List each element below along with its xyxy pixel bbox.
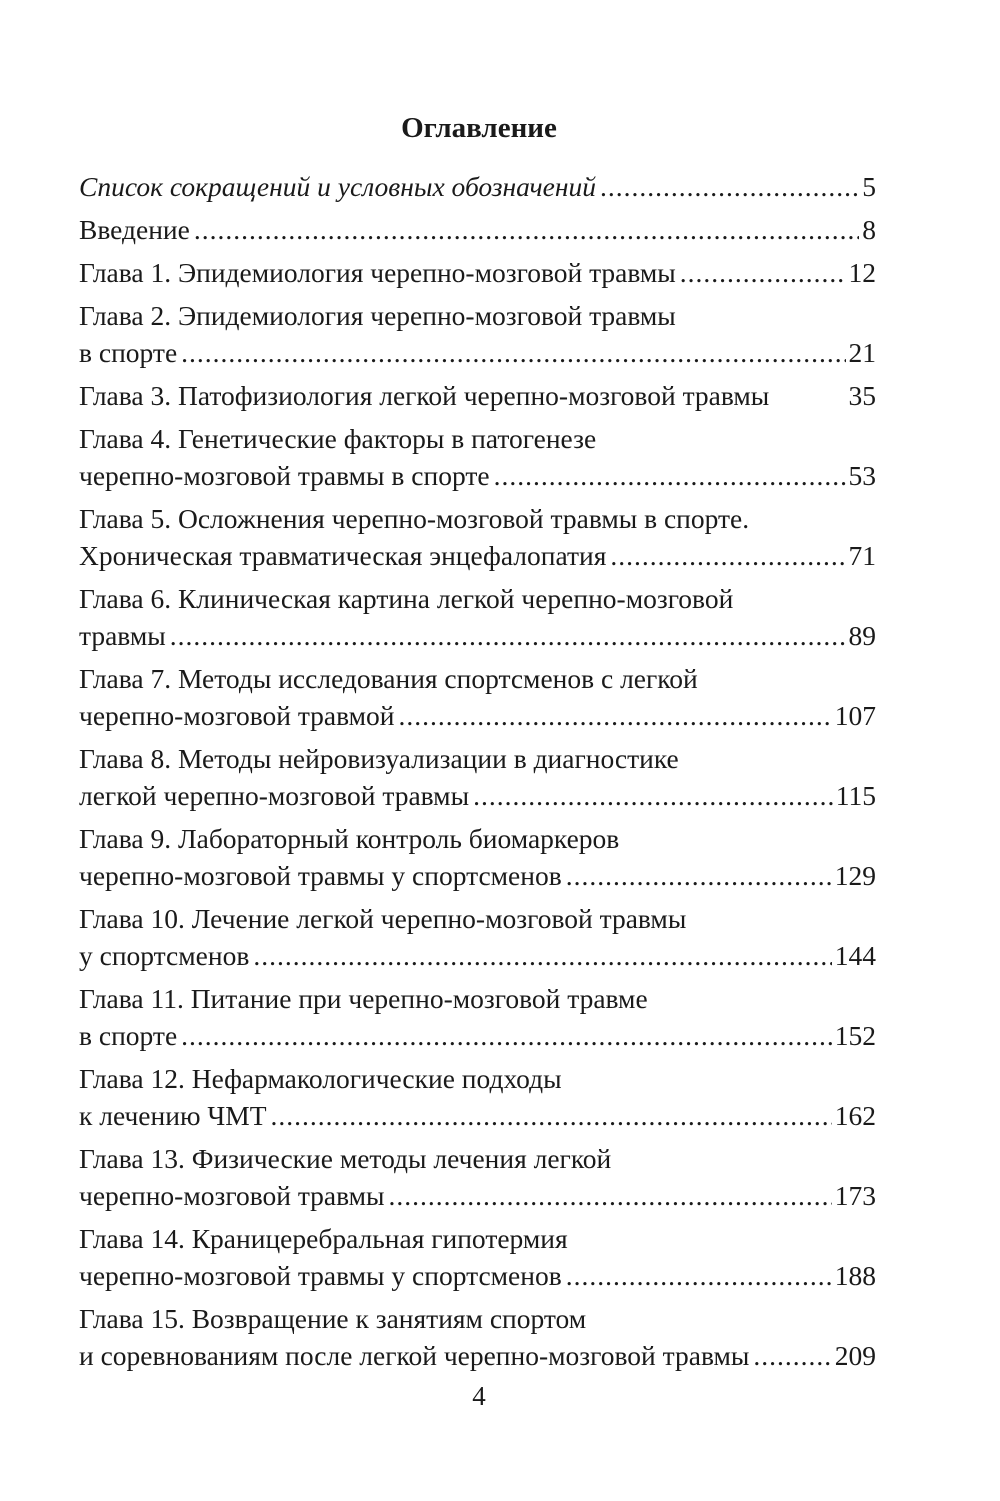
leader-dots [271, 1097, 832, 1134]
leader-dots [680, 254, 846, 291]
toc-entry[interactable] [79, 820, 876, 894]
toc-entry-title-line1: Глава 2. Эпидемиология черепно-мозговой травмы [79, 300, 676, 331]
toc-entry-title-line2: в спорте [79, 337, 178, 368]
toc-entry-title-line2: легкой черепно-мозговой травмы [79, 780, 470, 811]
toc-entry-page: 144 [834, 940, 876, 971]
toc-entry-page: 162 [834, 1100, 876, 1131]
toc-entry-title-line1: Глава 5. Осложнения черепно-мозговой травмы в спорте. [79, 503, 750, 534]
toc-entry-title-line1: Глава 6. Клиническая картина легкой черепно-мозговой [79, 583, 734, 614]
toc-entry-title-line1: Глава 4. Генетические факторы в патогенезе [79, 423, 597, 454]
leader-dots [194, 211, 859, 248]
toc-entry[interactable] [79, 660, 876, 734]
toc-entry-title: Введение [79, 214, 190, 245]
leader-dots [494, 457, 846, 494]
toc-entry-title-line2: черепно-мозговой травмой [79, 700, 395, 731]
toc-entry-title-line1: Глава 8. Методы нейровизуализации в диагностике [79, 743, 679, 774]
toc-entry[interactable] [79, 580, 876, 654]
toc-entry-title: Глава 3. Патофизиология легкой черепно-мозговой травмы [79, 380, 770, 411]
toc-entry-page: 35 [848, 380, 876, 411]
toc-entry-title-line2: в спорте [79, 1020, 178, 1051]
leader-dots [253, 937, 831, 974]
toc-title: Оглавление [401, 112, 557, 144]
toc-entry-title-line2: и соревнованиям после легкой черепно-мозговой травмы [79, 1340, 750, 1371]
leader-dots [399, 697, 832, 734]
toc-entry[interactable] [79, 1300, 876, 1374]
toc-entry[interactable] [79, 420, 876, 494]
toc-entry-title-line1: Глава 15. Возвращение к занятиям спортом [79, 1303, 587, 1334]
leader-dots [389, 1177, 832, 1214]
toc-entry-page: 53 [848, 460, 876, 491]
toc-entry-title-line1: Глава 10. Лечение легкой черепно-мозговой травмы [79, 903, 687, 934]
toc-entry-page: 152 [834, 1020, 876, 1051]
toc-entry-page: 8 [862, 214, 876, 245]
toc-entry-title-line2: Хроническая травматическая энцефалопатия [79, 540, 607, 571]
leader-dots [753, 1337, 831, 1374]
toc-entry[interactable] [79, 1220, 876, 1294]
toc-entry-title-line1: Глава 9. Лабораторный контроль биомаркеров [79, 823, 620, 854]
toc-entry-title-line1: Глава 7. Методы исследования спортсменов с легкой [79, 663, 698, 694]
leader-dots [566, 1257, 832, 1294]
table-of-contents [79, 168, 876, 1380]
toc-entry-title-line2: у спортсменов [79, 940, 250, 971]
toc-entry[interactable] [79, 900, 876, 974]
toc-entry-title-line2: черепно-мозговой травмы в спорте [79, 460, 490, 491]
toc-entry[interactable] [79, 297, 876, 371]
toc-entry[interactable] [79, 500, 876, 574]
toc-entry-title-line2: к лечению ЧМТ [79, 1100, 267, 1131]
toc-entry-title-line2: черепно-мозговой травмы [79, 1180, 385, 1211]
toc-entry[interactable] [79, 740, 876, 814]
toc-entry[interactable] [79, 211, 876, 248]
page-number: 4 [472, 1381, 486, 1411]
leader-dots [181, 1017, 832, 1054]
toc-entry-title-line1: Глава 13. Физические методы лечения легкой [79, 1143, 612, 1174]
toc-entry-page: 71 [848, 540, 876, 571]
toc-entry-page: 173 [834, 1180, 876, 1211]
toc-entry-title-line1: Глава 12. Нефармакологические подходы [79, 1063, 562, 1094]
toc-entry[interactable] [79, 980, 876, 1054]
toc-entry[interactable] [79, 377, 876, 414]
leader-dots [600, 168, 859, 205]
toc-entry[interactable] [79, 254, 876, 291]
toc-entry-page: 115 [835, 780, 876, 811]
toc-entry[interactable] [79, 168, 876, 205]
toc-entry[interactable] [79, 1060, 876, 1134]
toc-entry-title-line2: черепно-мозговой травмы у спортсменов [79, 860, 562, 891]
toc-entry-page: 129 [834, 860, 876, 891]
toc-entry-page: 188 [834, 1260, 876, 1291]
leader-dots [566, 857, 832, 894]
toc-entry-title-line2: черепно-мозговой травмы у спортсменов [79, 1260, 562, 1291]
leader-dots [473, 777, 833, 814]
leader-dots [181, 334, 845, 371]
toc-entry-page: 107 [834, 700, 876, 731]
toc-entry-page: 12 [848, 257, 876, 288]
toc-entry-title: Список сокращений и условных обозначений [79, 171, 597, 202]
toc-entry-title-line2: травмы [79, 620, 166, 651]
toc-entry-page: 89 [848, 620, 876, 651]
leader-dots [170, 617, 846, 654]
toc-entry-page: 21 [848, 337, 876, 368]
toc-entry[interactable] [79, 1140, 876, 1214]
leader-dots [610, 537, 845, 574]
toc-entry-title: Глава 1. Эпидемиология черепно-мозговой травмы [79, 257, 676, 288]
toc-entry-title-line1: Глава 14. Краницеребральная гипотермия [79, 1223, 568, 1254]
toc-entry-page: 209 [834, 1340, 876, 1371]
toc-entry-page: 5 [862, 171, 876, 202]
toc-entry-title-line1: Глава 11. Питание при черепно-мозговой травме [79, 983, 648, 1014]
